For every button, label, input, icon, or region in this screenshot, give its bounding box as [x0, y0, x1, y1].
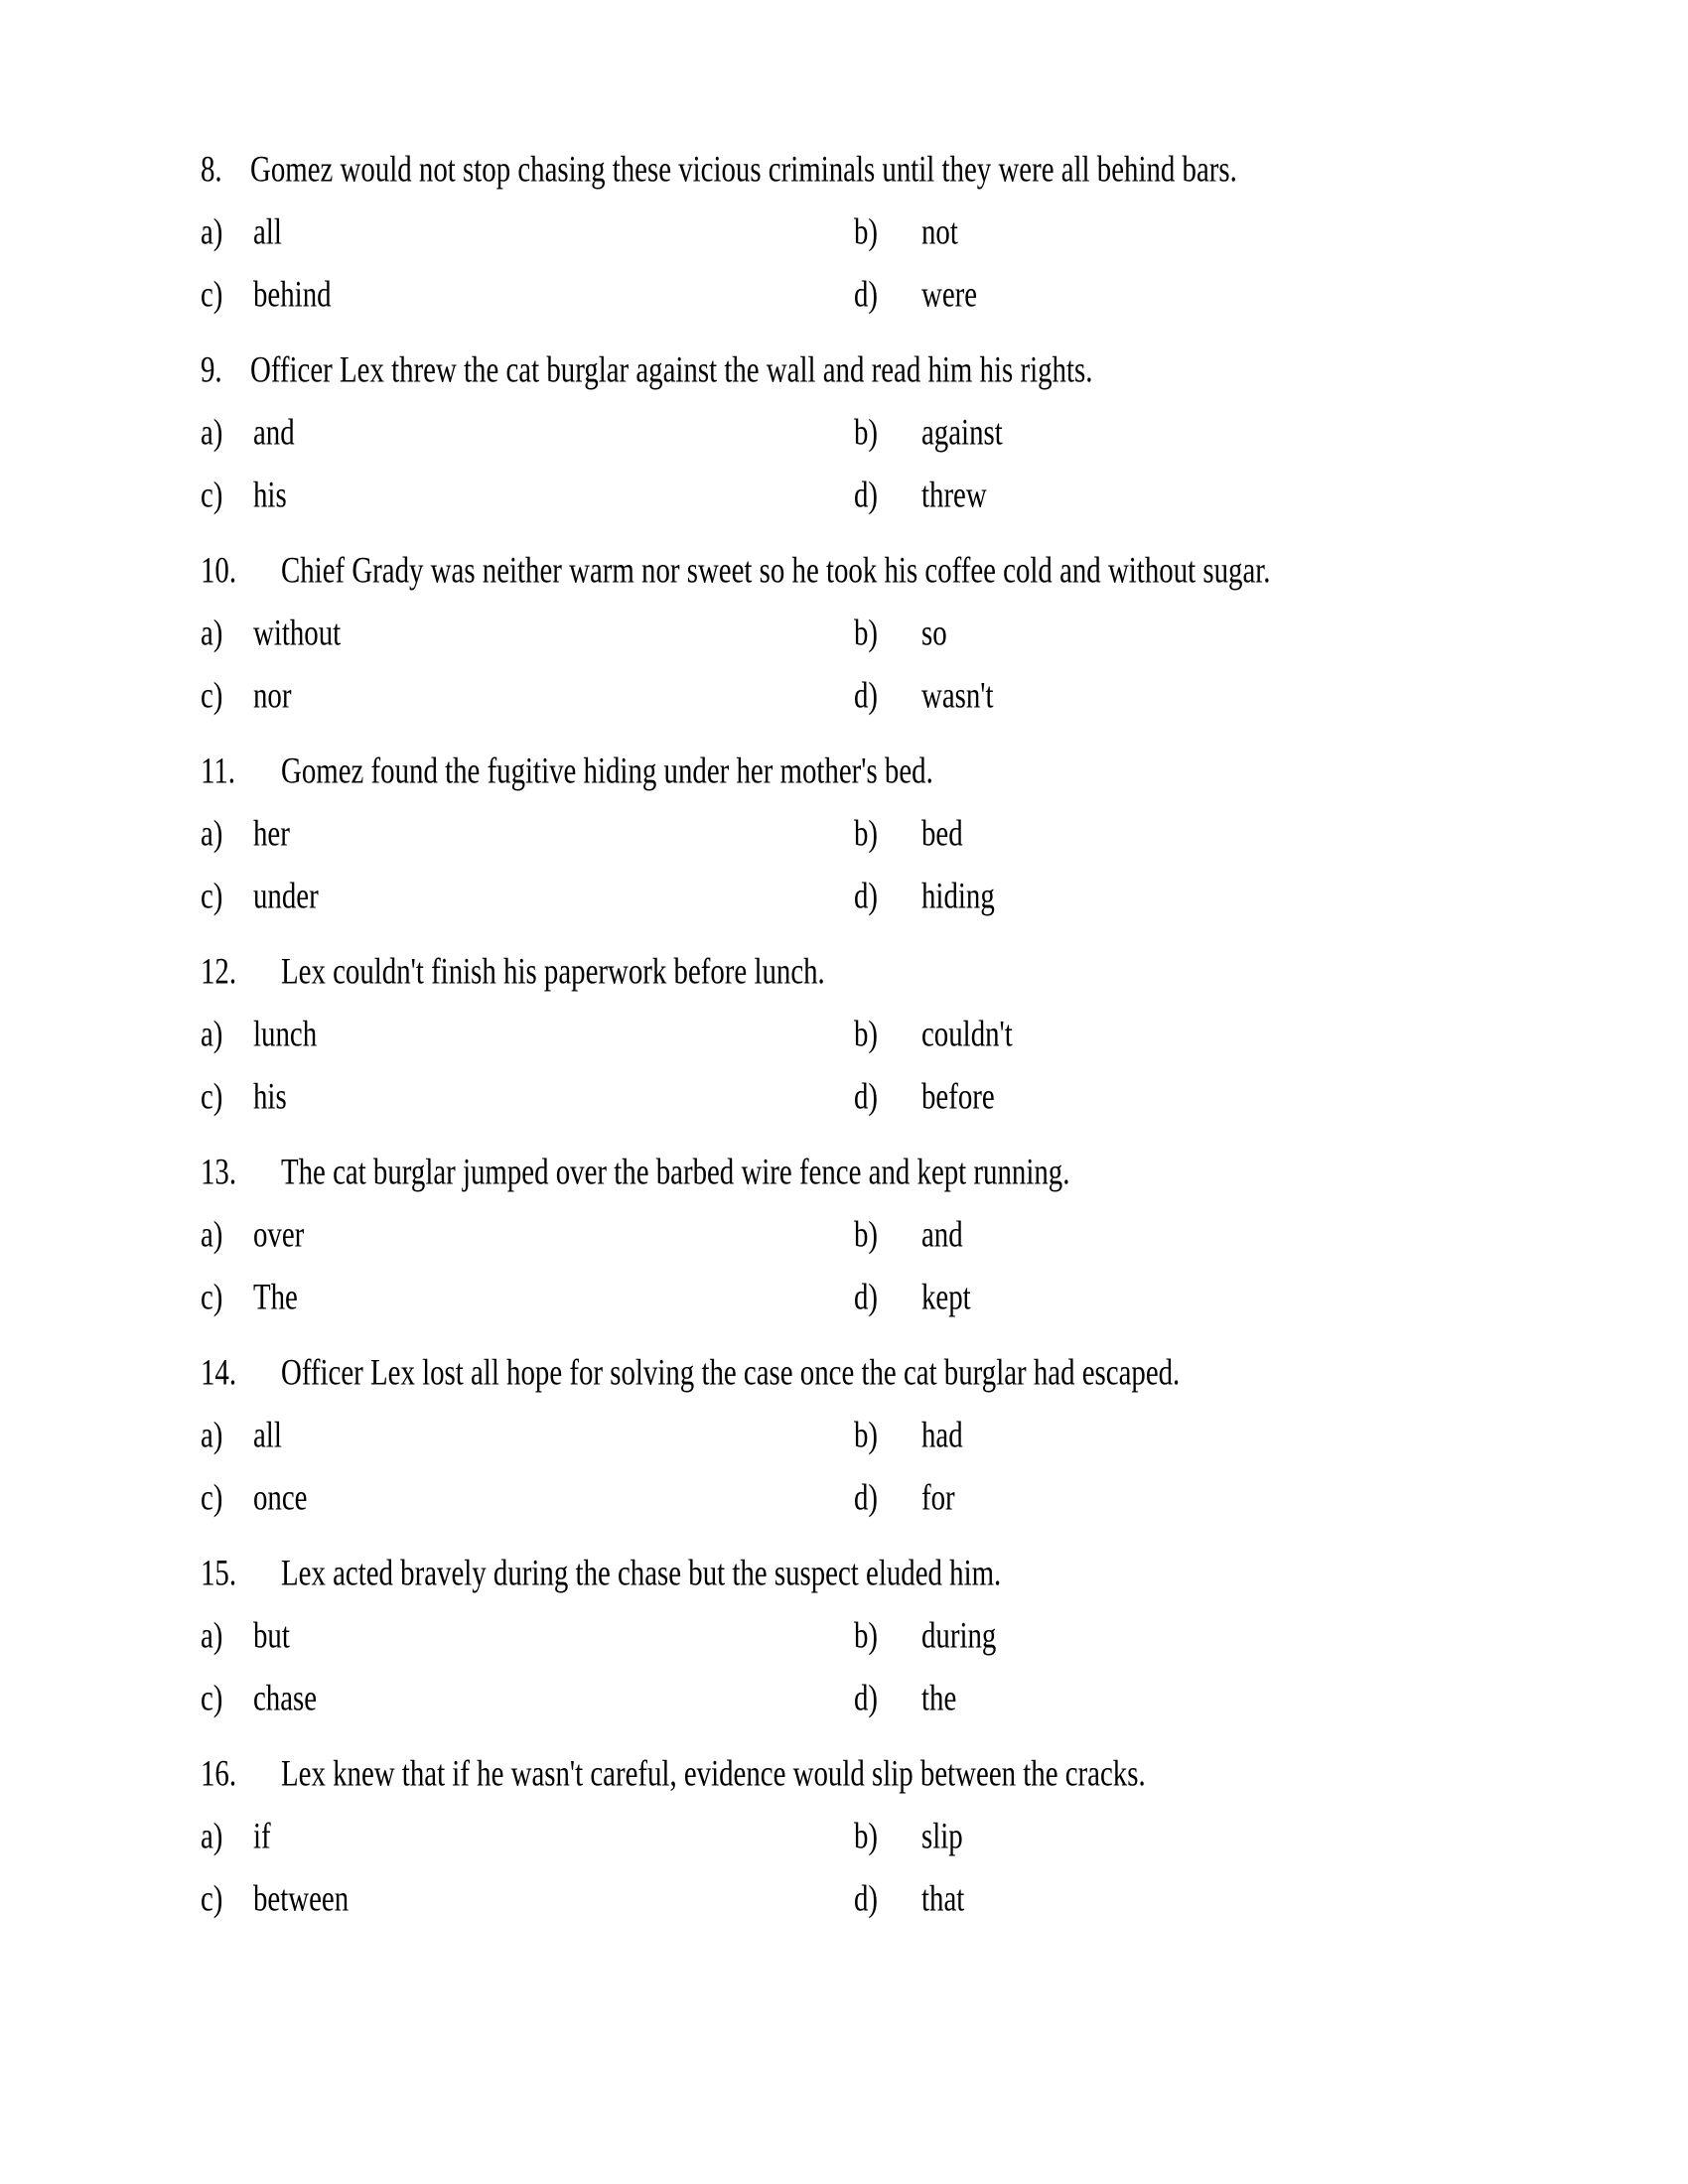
option-text-d: kept	[921, 1277, 971, 1317]
option-letter-c: c)	[201, 475, 223, 515]
options-row-cd	[201, 1667, 1688, 1729]
option-text-c: between	[253, 1878, 350, 1919]
question-block	[201, 1742, 1688, 1930]
option-letter-c: c)	[201, 1477, 223, 1518]
option-text-a: if	[253, 1816, 271, 1856]
option-letter-a: a)	[201, 1816, 223, 1856]
options-row-ab	[201, 1604, 1688, 1667]
options-row-ab	[201, 1805, 1688, 1867]
question-text: Chief Grady was neither warm nor sweet so he took his coffee cold and without sugar.	[281, 550, 1271, 591]
option-text-a: over	[253, 1214, 305, 1255]
option-letter-a: a)	[201, 412, 223, 453]
question-block	[201, 1341, 1688, 1529]
question-block	[201, 1542, 1688, 1729]
question-text: Officer Lex lost all hope for solving the case once the cat burglar had escaped.	[281, 1352, 1181, 1393]
question-block	[201, 740, 1688, 927]
option-letter-d: d)	[854, 876, 879, 916]
option-text-d: threw	[921, 475, 987, 515]
option-letter-b: b)	[854, 1615, 879, 1656]
question-text: Lex knew that if he wasn't careful, evidence would slip between the cracks.	[281, 1753, 1146, 1794]
option-text-d: the	[921, 1678, 957, 1718]
question-block	[201, 940, 1688, 1128]
option-text-c: his	[253, 475, 287, 515]
options-row-cd	[201, 664, 1688, 727]
question-text: Lex couldn't finish his paperwork before lunch.	[281, 951, 825, 992]
option-letter-c: c)	[201, 675, 223, 716]
option-letter-a: a)	[201, 1615, 223, 1656]
option-letter-b: b)	[854, 412, 879, 453]
options-row-cd	[201, 1266, 1688, 1328]
option-letter-b: b)	[854, 813, 879, 854]
question-sentence-row	[201, 339, 1688, 401]
question-sentence-row	[201, 138, 1688, 201]
option-text-a: all	[253, 211, 282, 252]
options-row-ab	[201, 401, 1688, 464]
option-letter-b: b)	[854, 1816, 879, 1856]
option-letter-b: b)	[854, 1214, 879, 1255]
option-letter-c: c)	[201, 274, 223, 315]
option-text-a: and	[253, 412, 295, 453]
option-text-b: not	[921, 211, 958, 252]
option-letter-b: b)	[854, 211, 879, 252]
question-number: 8.	[201, 149, 222, 190]
option-letter-d: d)	[854, 475, 879, 515]
option-text-b: and	[921, 1214, 963, 1255]
question-number: 9.	[201, 349, 222, 390]
option-letter-a: a)	[201, 211, 223, 252]
option-letter-d: d)	[854, 1277, 879, 1317]
options-row-cd	[201, 1466, 1688, 1529]
option-text-d: that	[921, 1878, 965, 1919]
option-text-c: chase	[253, 1678, 318, 1718]
option-letter-c: c)	[201, 876, 223, 916]
option-text-d: hiding	[921, 876, 995, 916]
question-sentence-row	[201, 740, 1688, 802]
question-block	[201, 539, 1688, 727]
option-text-a: but	[253, 1615, 290, 1656]
option-text-b: slip	[921, 1816, 963, 1856]
option-text-c: under	[253, 876, 319, 916]
question-number: 15.	[201, 1553, 237, 1593]
option-letter-d: d)	[854, 1678, 879, 1718]
question-number: 14.	[201, 1352, 237, 1393]
option-letter-b: b)	[854, 1014, 879, 1054]
options-row-cd	[201, 263, 1688, 326]
option-letter-a: a)	[201, 1415, 223, 1455]
option-letter-c: c)	[201, 1878, 223, 1919]
question-block	[201, 339, 1688, 526]
question-sentence-row	[201, 940, 1688, 1003]
question-sentence-row	[201, 1141, 1688, 1203]
option-letter-b: b)	[854, 1415, 879, 1455]
option-letter-a: a)	[201, 1014, 223, 1054]
option-letter-c: c)	[201, 1076, 223, 1117]
question-text: Gomez found the fugitive hiding under her mother's bed.	[281, 751, 933, 791]
option-letter-a: a)	[201, 613, 223, 653]
option-text-a: all	[253, 1415, 282, 1455]
options-row-ab	[201, 802, 1688, 865]
option-letter-d: d)	[854, 675, 879, 716]
option-letter-a: a)	[201, 813, 223, 854]
question-number: 10.	[201, 550, 237, 591]
option-letter-d: d)	[854, 1878, 879, 1919]
question-number: 12.	[201, 951, 237, 992]
question-number: 11.	[201, 751, 236, 791]
question-text: The cat burglar jumped over the barbed wire fence and kept running.	[281, 1152, 1070, 1192]
option-text-c: behind	[253, 274, 332, 315]
option-text-b: bed	[921, 813, 963, 854]
option-text-c: once	[253, 1477, 308, 1518]
question-block	[201, 1141, 1688, 1328]
question-sentence-row	[201, 1341, 1688, 1404]
option-text-b: during	[921, 1615, 997, 1656]
option-text-d: were	[921, 274, 978, 315]
option-letter-d: d)	[854, 1477, 879, 1518]
options-row-ab	[201, 201, 1688, 263]
option-text-a: her	[253, 813, 290, 854]
question-text: Lex acted bravely during the chase but the suspect eluded him.	[281, 1553, 1002, 1593]
options-row-ab	[201, 1404, 1688, 1466]
option-letter-d: d)	[854, 274, 879, 315]
options-row-cd	[201, 1065, 1688, 1128]
option-text-d: for	[921, 1477, 955, 1518]
options-row-ab	[201, 602, 1688, 664]
options-row-ab	[201, 1003, 1688, 1065]
option-letter-c: c)	[201, 1277, 223, 1317]
question-number: 16.	[201, 1753, 237, 1794]
option-text-c: The	[253, 1277, 298, 1317]
option-letter-b: b)	[854, 613, 879, 653]
question-sentence-row	[201, 539, 1688, 602]
option-text-d: wasn't	[921, 675, 994, 716]
option-text-b: against	[921, 412, 1003, 453]
option-letter-c: c)	[201, 1678, 223, 1718]
option-text-c: his	[253, 1076, 287, 1117]
option-letter-a: a)	[201, 1214, 223, 1255]
options-row-cd	[201, 464, 1688, 526]
option-text-a: without	[253, 613, 342, 653]
question-text: Gomez would not stop chasing these vicious criminals until they were all behind bars.	[250, 149, 1237, 190]
option-text-b: so	[921, 613, 947, 653]
option-text-b: couldn't	[921, 1014, 1013, 1054]
option-text-a: lunch	[253, 1014, 318, 1054]
options-row-ab	[201, 1203, 1688, 1266]
question-text: Officer Lex threw the cat burglar against the wall and read him his rights.	[250, 349, 1093, 390]
option-text-d: before	[921, 1076, 995, 1117]
option-text-b: had	[921, 1415, 963, 1455]
options-row-cd	[201, 865, 1688, 927]
option-letter-d: d)	[854, 1076, 879, 1117]
question-number: 13.	[201, 1152, 237, 1192]
question-sentence-row	[201, 1542, 1688, 1604]
options-row-cd	[201, 1867, 1688, 1930]
question-block	[201, 138, 1688, 326]
question-sentence-row	[201, 1742, 1688, 1805]
option-text-c: nor	[253, 675, 292, 716]
